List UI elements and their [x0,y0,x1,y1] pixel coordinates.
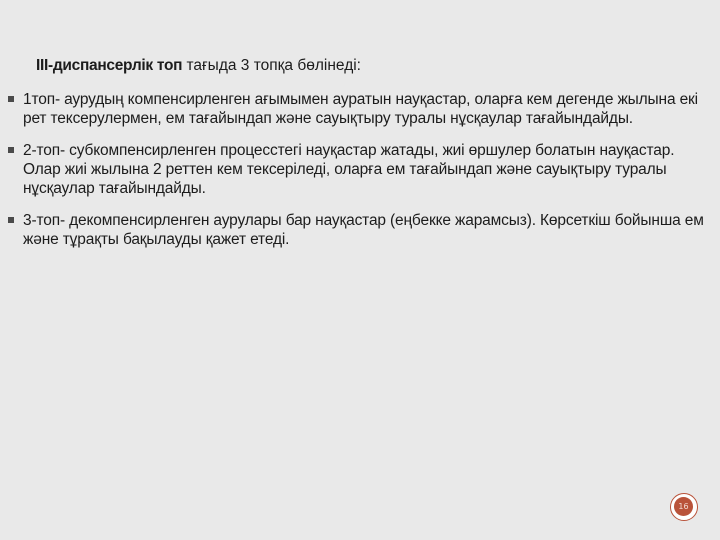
page-number: 16 [674,497,693,516]
bullet-text: 3-топ- декомпенсирленген аурулары бар науқастар (еңбекке жарамсыз). Көрсеткіш бойынша ем және тұрақты бақылауды қажет етеді. [23,212,704,248]
bullet-square-icon [8,217,14,223]
bullet-text: 2-топ- субкомпенсирленген процесстегі науқастар жатады, жиі өршулер болатын науқастар. Олар жиі жылына 2 реттен кем тексеріледі, оларға ем тағайындап және сауықтыру туралы нұсқаулар тағайындайды. [23,142,675,197]
heading-bold-part: ІІІ-диспансерлік топ [36,57,183,74]
bullet-text: 1топ- аурудың компенсирленген ағымымен ауратын науқастар, оларға кем дегенде жылына екі рет тексерулермен, ем тағайындап және сауықтыру туралы нұсқаулар тағайындайды. [23,91,698,127]
bullet-square-icon [8,96,14,102]
bullet-square-icon [8,147,14,153]
bullet-list [8,90,712,260]
heading-rest: тағыда 3 топқа бөлінеді: [182,57,361,74]
page-number-badge [670,493,698,521]
bullet-item [8,211,712,249]
bullet-item [8,90,712,128]
bullet-item [8,141,712,198]
slide-heading [36,56,696,76]
